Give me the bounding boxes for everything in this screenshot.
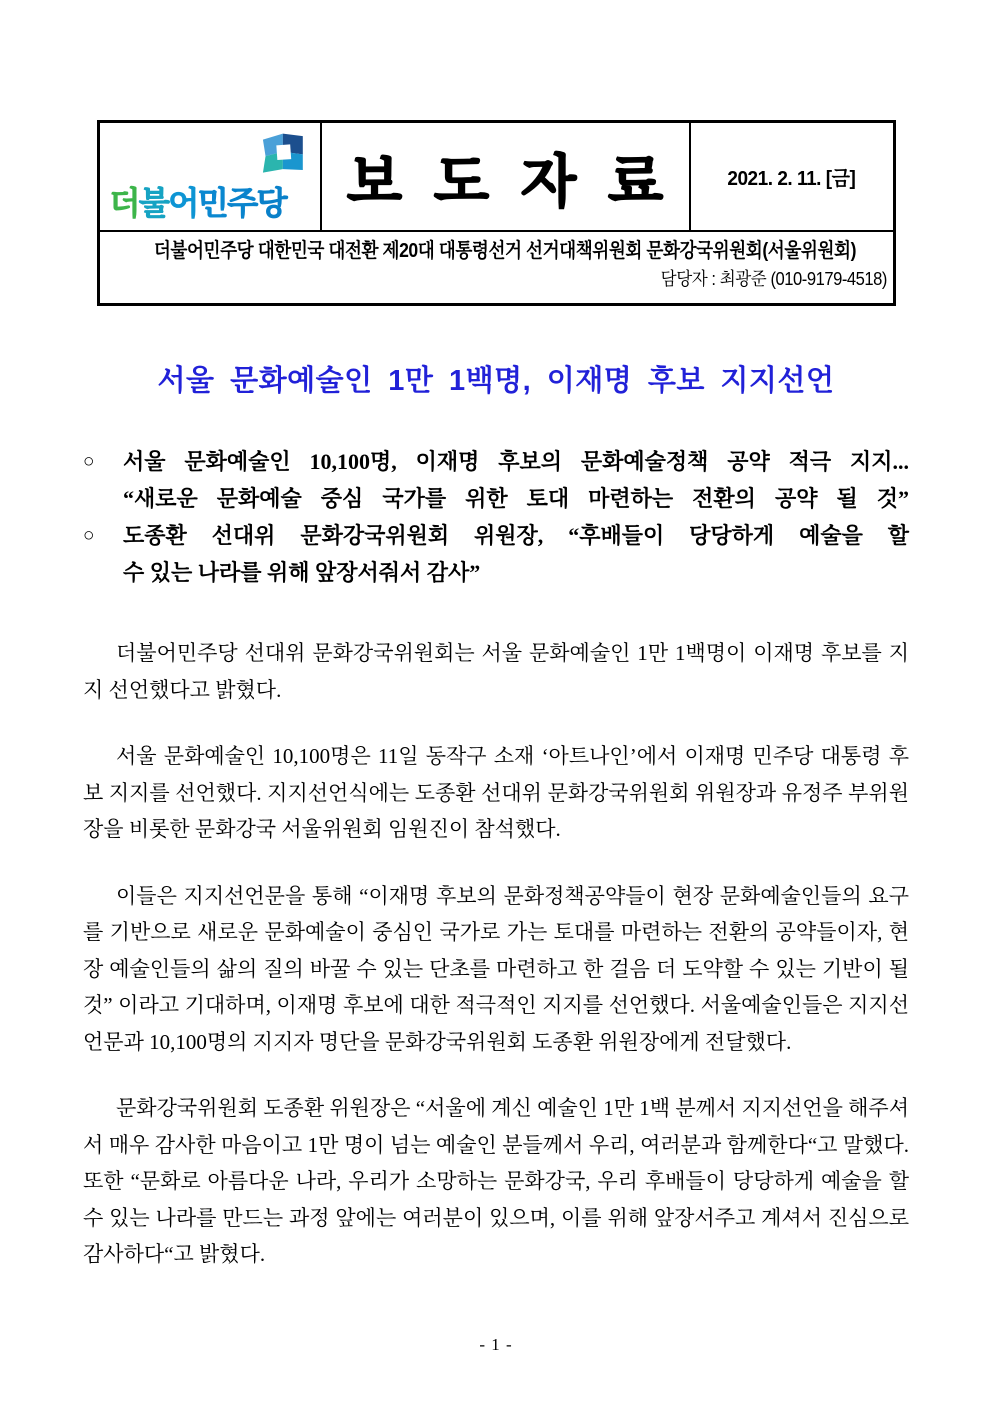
- party-wordmark-char: 더: [109, 185, 139, 221]
- doc-type-title: 보도자료: [346, 149, 696, 214]
- release-date: 2021. 2. 11. [금]: [727, 168, 856, 190]
- body-paragraph: 서울 문화예술인 10,100명은 11일 동작구 소재 ‘아트나인’에서 이재명 민주당 대통령 후보 지지를 선언했다. 지지선언식에는 도종환 선대위 문화강국위원회 위원장과 유정주 부위원장을 비롯한 문화강국 서울위원회 임원진이 참석했다.: [83, 744, 909, 841]
- summary-bullets: [83, 443, 909, 591]
- party-flag-icon: [256, 130, 308, 177]
- bullet-line: 서울 문화예술인 10,100명, 이재명 후보의 문화예술정책 공약 적극 지지...: [123, 449, 909, 474]
- date-cell: [691, 123, 893, 230]
- party-wordmark: [110, 178, 287, 224]
- bullet-line: 도종환 선대위 문화강국위원회 위원장, “후배들이 당당하게 예술을 할: [123, 523, 909, 548]
- bullet-item: [83, 443, 909, 517]
- headline: 서울 문화예술인 1만 1백명, 이재명 후보 지지선언: [157, 365, 835, 397]
- party-wordmark-char: 민: [197, 185, 228, 221]
- body-paragraph: 문화강국위원회 도종환 위원장은 “서울에 계신 예술인 1만 1백 분께서 지지선언을 해주셔서 매우 감사한 마음이고 1만 명이 넘는 예술인 분들께서 우리, 여러분과 함께한다“고 말했다. 또한 “문화로 아름다운 나라, 우리가 소망하는 문화강국, 우리 후배들이 당당하게 예술을 할 수 있는 나라를 만드는 과정 앞에는 여러분이 있으며, 이를 위해 앞장서주고 계셔서 진심으로 감사하다“고 밝혔다.: [83, 1096, 909, 1266]
- doc-type-cell: [322, 123, 696, 230]
- bullet-marker: ○: [83, 525, 95, 546]
- header-top-row: [100, 123, 893, 232]
- body-paragraph: 더불어민주당 선대위 문화강국위원회는 서울 문화예술인 1만 1백명이 이재명 후보를 지지 선언했다고 밝혔다.: [83, 641, 909, 702]
- party-wordmark-char: 주: [227, 185, 257, 221]
- header-box: [97, 120, 896, 306]
- committee-line: 더불어민주당 대한민국 대전환 제20대 대통령선거 선거대책위원회 문화강국위원회(서울위원회): [153, 240, 856, 262]
- bullet-item: [83, 517, 909, 591]
- contact-line: 담당자 : 최광준 (010-9179-4518): [660, 269, 887, 289]
- party-logo: [100, 123, 322, 230]
- body-paragraph: 이들은 지지선언문을 통해 “이재명 후보의 문화정책공약들이 현장 문화예술인들의 요구를 기반으로 새로운 문화예술이 중심인 국가로 가는 토대를 마련하는 전환의 공약들이자, 현장 예술인들의 삶의 질의 바꿀 수 있는 단초를 마련하고 한 걸음 더 도약할 수 있는 기반이 될 것” 이라고 기대하며, 이재명 후보에 대한 적극적인 지지를 선언했다. 서울예술인들은 지지선언문과 10,100명의 지지자 명단을 문화강국위원회 도종환 위원장에게 전달했다.: [83, 883, 909, 1054]
- bullet-line: “새로운 문화예술 중심 국가를 위한 토대 마련하는 전환의 공약 될 것”: [123, 486, 909, 511]
- party-wordmark-char: 당: [256, 185, 287, 221]
- bullet-line: 수 있는 나라를 위해 앞장서줘서 감사”: [123, 560, 481, 585]
- party-wordmark-char: 어: [168, 185, 198, 221]
- page-number: - 1 -: [479, 1335, 513, 1354]
- bullet-marker: ○: [83, 451, 95, 472]
- party-wordmark-char: 불: [138, 185, 169, 221]
- body-paragraphs: [83, 635, 909, 1273]
- header-bottom-row: [100, 232, 893, 303]
